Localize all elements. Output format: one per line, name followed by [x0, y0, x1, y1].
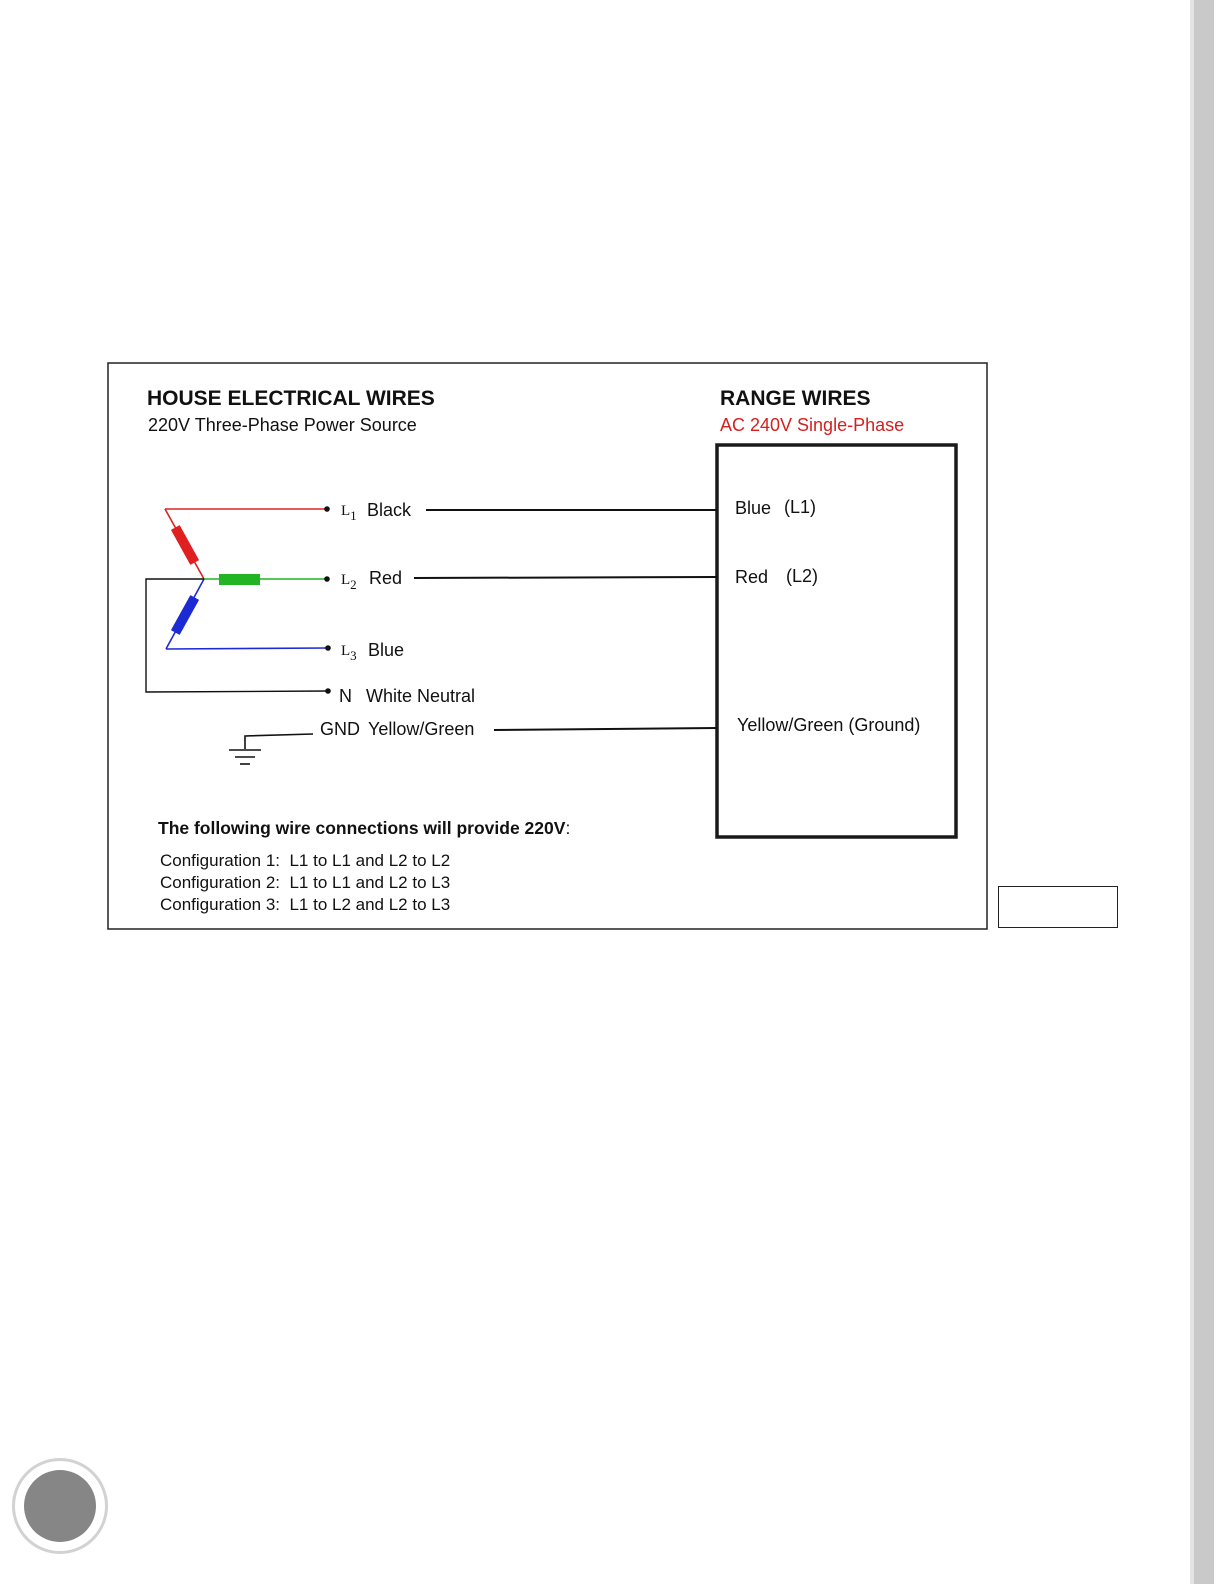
range-subtitle: AC 240V Single-Phase — [720, 415, 905, 435]
config-2: Configuration 2: L1 to L1 and L2 to L3 — [160, 873, 451, 892]
empty-label-box — [998, 886, 1118, 928]
page-badge-fill — [24, 1470, 96, 1542]
terminal-dot-l1 — [324, 506, 330, 512]
config-3: Configuration 3: L1 to L2 and L2 to L3 — [160, 895, 451, 914]
house-subtitle: 220V Three-Phase Power Source — [148, 415, 417, 435]
terminal-dot-l3 — [325, 645, 331, 651]
neutral-label: N — [339, 686, 352, 706]
diagram-frame — [108, 363, 987, 929]
range-title: RANGE WIRES — [720, 387, 871, 410]
l1-color-label: Black — [367, 500, 412, 520]
l1-label: L1 — [341, 503, 357, 523]
phase-l2-winding — [219, 574, 260, 585]
terminal-dot-l2 — [324, 576, 330, 582]
l3-label: L3 — [341, 643, 357, 663]
range-terminal-blue: Blue — [735, 498, 772, 518]
l2-color-label: Red — [369, 568, 403, 588]
terminal-dot-neutral — [325, 688, 331, 694]
range-terminal-blue-line: (L1) — [784, 497, 817, 517]
connection-line-l2 — [414, 577, 717, 578]
range-terminal-red-line: (L2) — [786, 566, 819, 586]
ground-label: GND — [320, 719, 360, 739]
config-1: Configuration 1: L1 to L1 and L2 to L2 — [160, 851, 451, 870]
neutral-color-label: White Neutral — [366, 686, 476, 706]
house-title: HOUSE ELECTRICAL WIRES — [147, 387, 435, 410]
page-number-badge — [12, 1458, 108, 1554]
range-terminal-red: Red — [735, 567, 769, 587]
l2-label: L2 — [341, 572, 357, 592]
l3-color-label: Blue — [368, 640, 405, 660]
connections-heading: The following wire connections will provide 220V: — [158, 818, 571, 838]
ground-color-label: Yellow/Green — [368, 719, 475, 739]
range-terminal-ground: Yellow/Green (Ground) — [737, 715, 921, 735]
